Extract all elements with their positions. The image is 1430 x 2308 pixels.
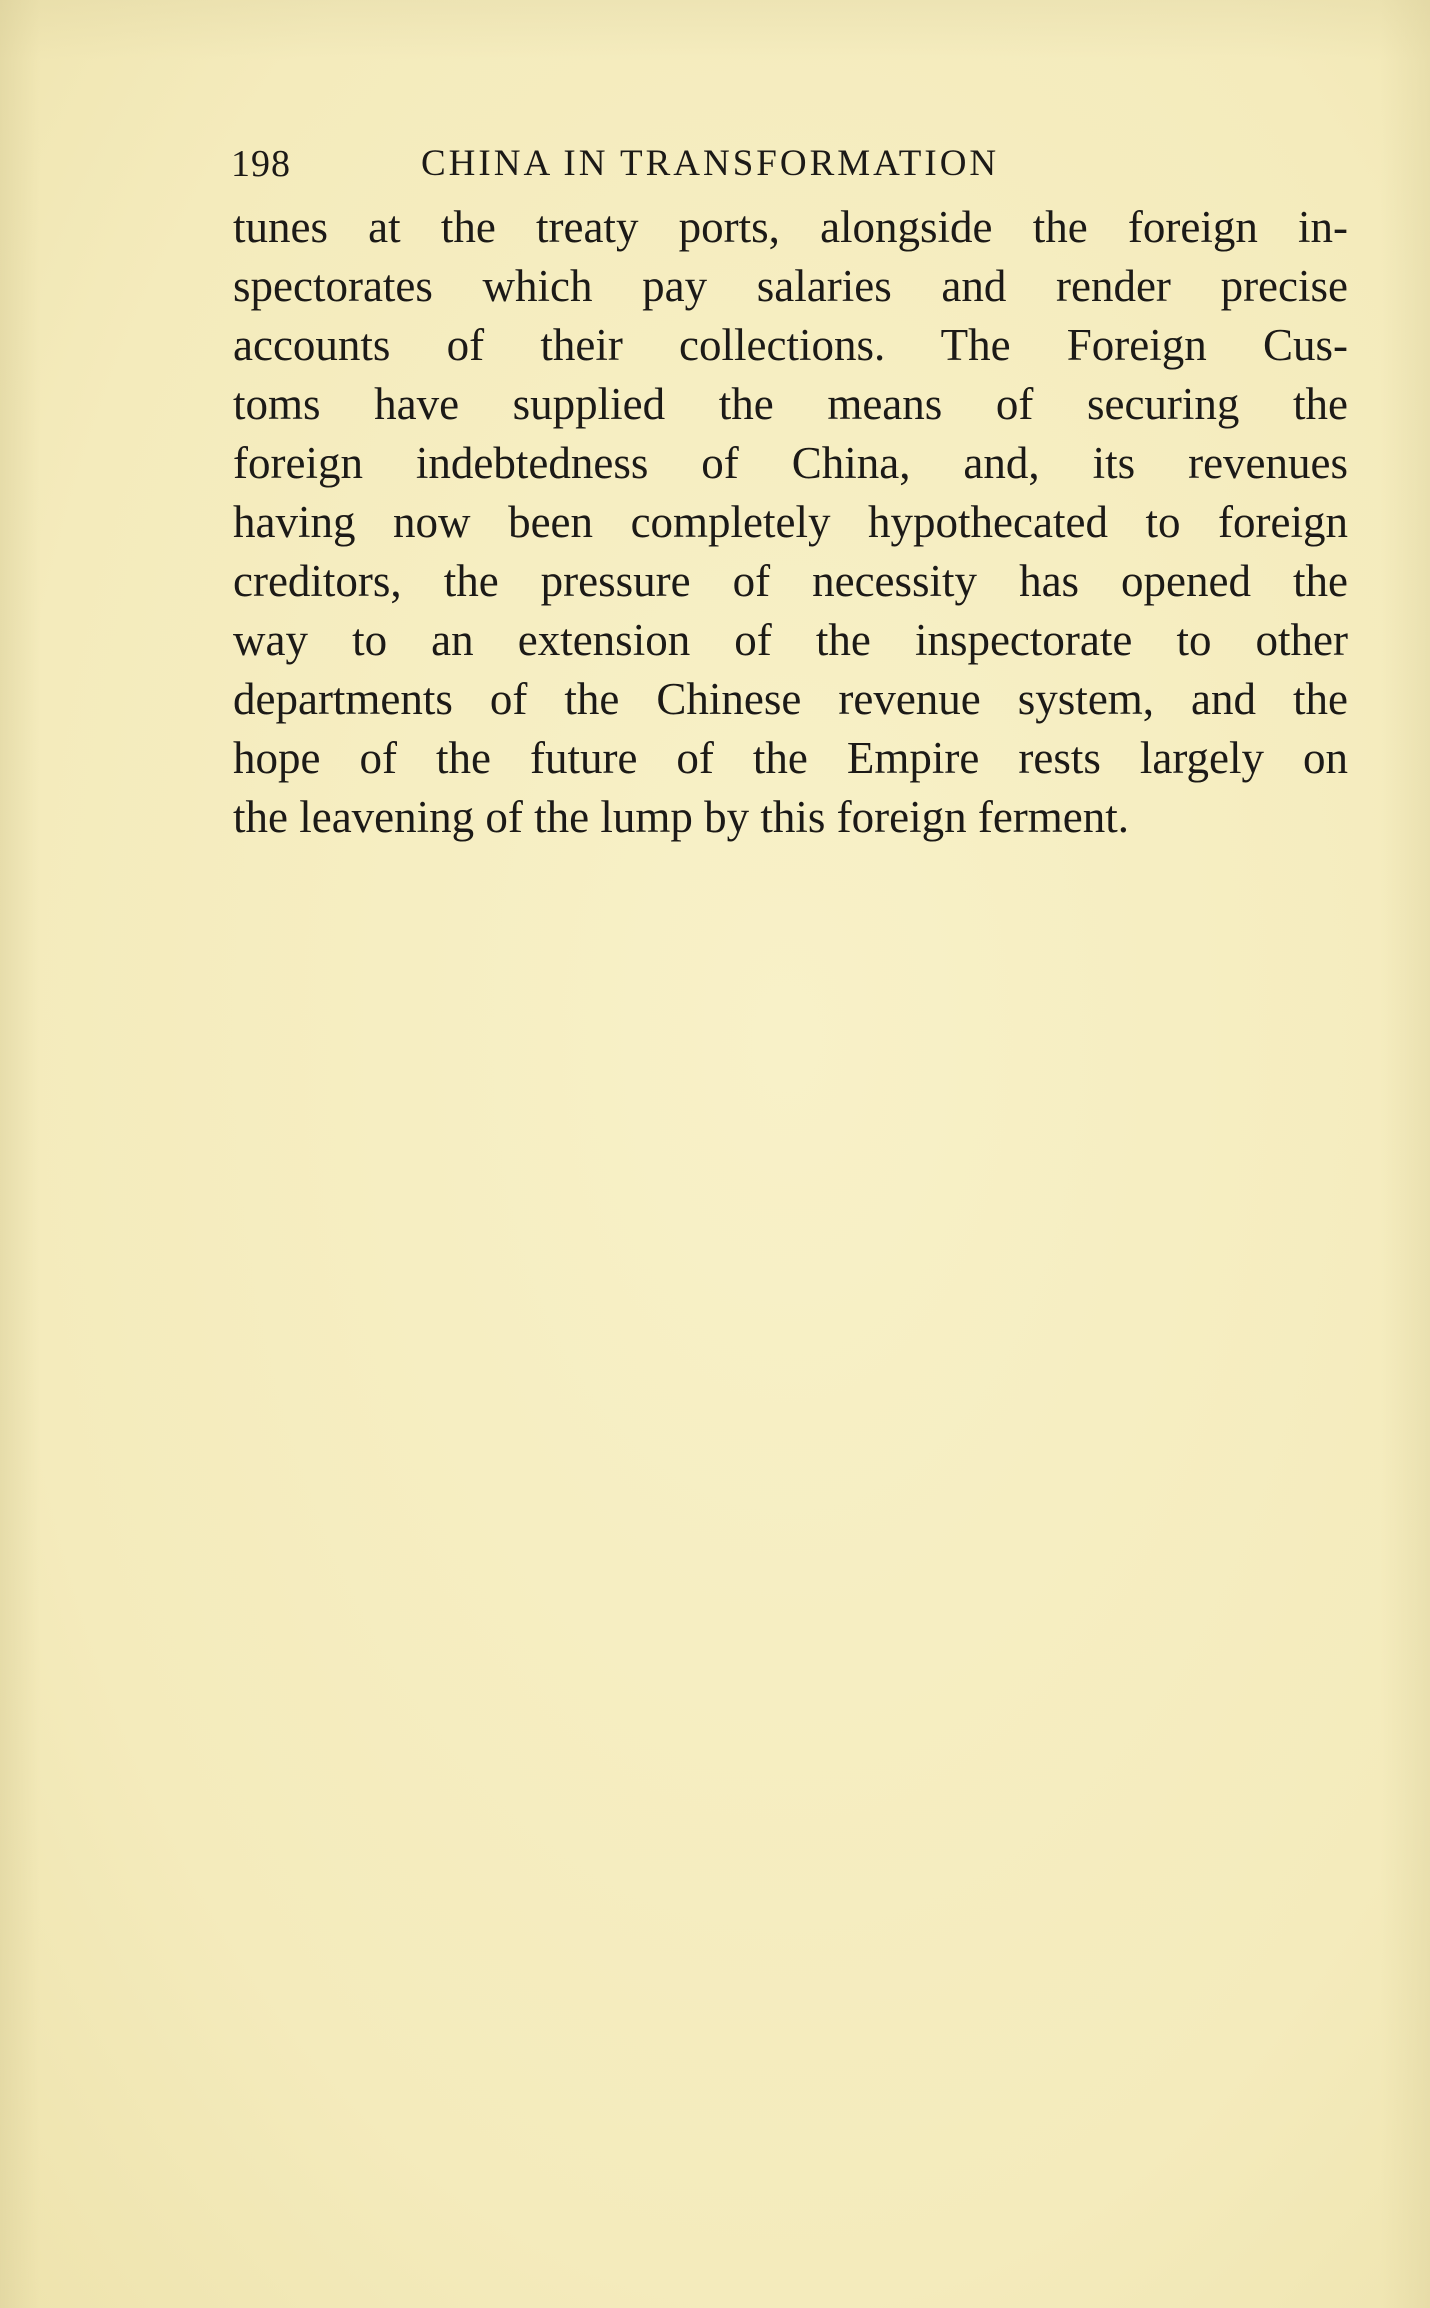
text-line: spectorates which pay salaries and render precise xyxy=(233,261,1348,311)
text-line: hope of the future of the Empire rests largely on xyxy=(233,733,1348,783)
running-header xyxy=(231,138,1153,190)
text-line: creditors, the pressure of necessity has opened the xyxy=(233,556,1348,606)
text-line: departments of the Chinese revenue system, and the xyxy=(233,674,1348,724)
body-paragraph xyxy=(233,198,1348,847)
running-title: CHINA IN TRANSFORMATION xyxy=(421,143,1000,184)
text-line: toms have supplied the means of securing the xyxy=(233,379,1348,429)
text-line: having now been completely hypothecated to foreign xyxy=(233,497,1348,547)
text-line: tunes at the treaty ports, alongside the foreign in- xyxy=(233,202,1348,252)
text-line: way to an extension of the inspectorate to other xyxy=(233,615,1348,665)
text-line: accounts of their collections. The Foreign Cus- xyxy=(233,320,1348,370)
page-number: 198 xyxy=(231,143,291,185)
text-line: the leavening of the lump by this foreign ferment. xyxy=(233,792,1130,842)
text-line: foreign indebtedness of China, and, its revenues xyxy=(233,438,1348,488)
